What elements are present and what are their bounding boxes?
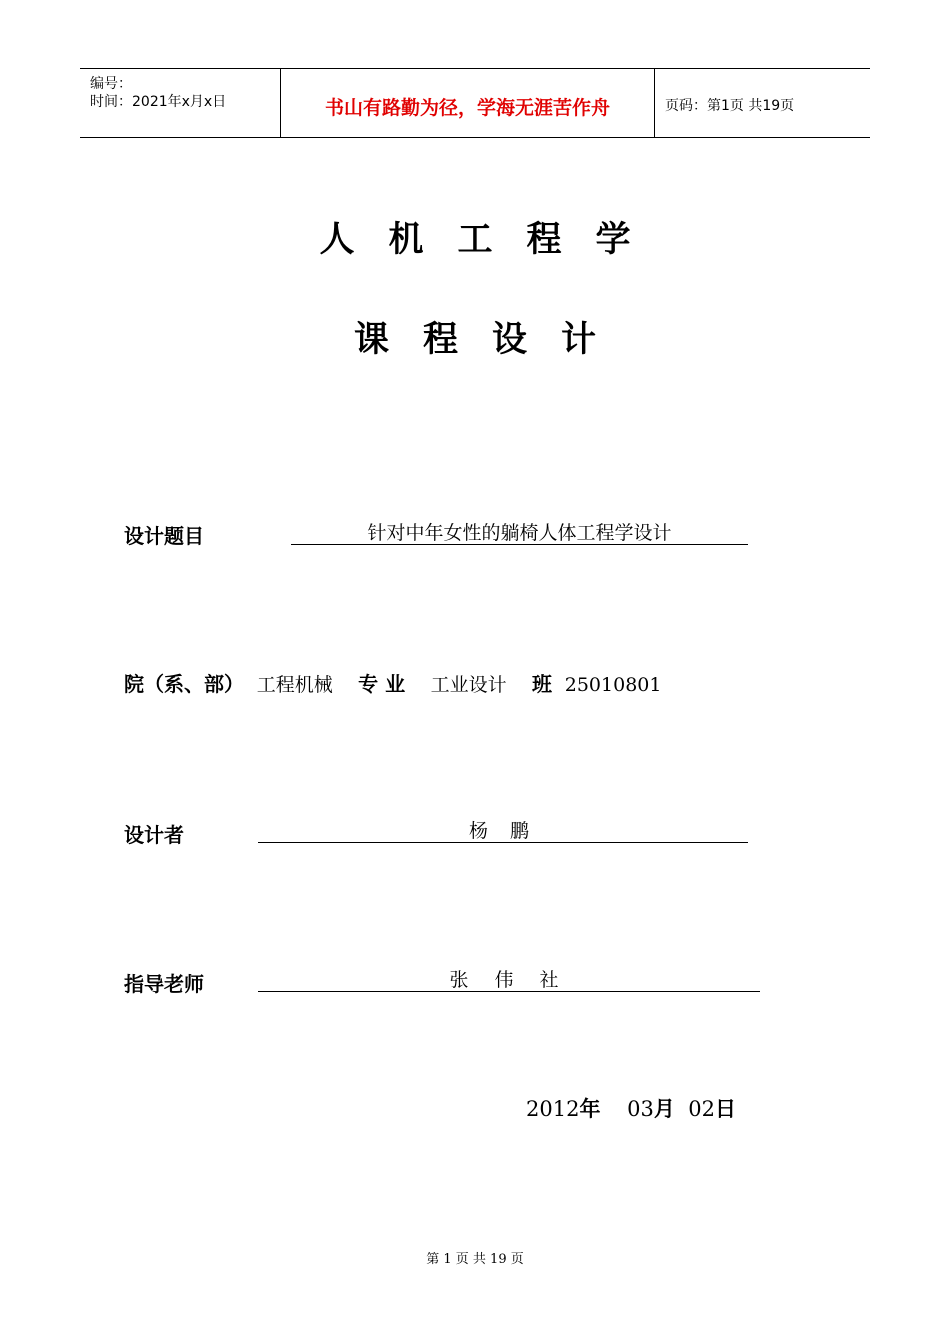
- date-day: 02: [688, 1097, 715, 1121]
- sub-title: 课程设计: [353, 320, 630, 360]
- major-label: 专 业: [358, 672, 406, 696]
- number-label: 编号：: [90, 76, 132, 92]
- department-row: [124, 668, 661, 697]
- topic-value: 针对中年女性的躺椅人体工程学设计: [291, 518, 748, 545]
- class-label: 班: [532, 672, 553, 696]
- date-year: 2012: [526, 1097, 580, 1121]
- header-page-cell: [655, 69, 870, 137]
- header-info-cell: [80, 69, 281, 137]
- date-month-unit: 月: [653, 1097, 675, 1121]
- major-value: 工业设计: [430, 674, 507, 696]
- page-info: 页码：第1页 共19页: [665, 98, 795, 114]
- header-motto-cell: [281, 69, 655, 137]
- topic-label: 设计题目: [124, 524, 204, 548]
- designer-label: 设计者: [124, 823, 184, 847]
- advisor-value: 张 伟 社: [258, 965, 760, 992]
- date-year-unit: 年: [579, 1097, 601, 1121]
- motto-text: 书山有路勤为径，学海无涯苦作舟: [324, 97, 610, 119]
- designer-value: 杨 鹏: [258, 816, 748, 843]
- dept-value: 工程机械: [256, 674, 333, 696]
- advisor-label: 指导老师: [124, 972, 204, 996]
- dept-label: 院（系、部）: [124, 672, 244, 696]
- main-title: 人机工程学: [319, 220, 665, 260]
- header-table: [80, 68, 870, 138]
- date-month: 03: [627, 1097, 654, 1121]
- date-line: [526, 1093, 736, 1123]
- time-label: 时间：2021年x月x日: [90, 94, 227, 110]
- date-day-unit: 日: [714, 1097, 736, 1121]
- class-value: 25010801: [564, 674, 662, 696]
- page-footer: 第 1 页 共 19 页: [426, 1252, 524, 1267]
